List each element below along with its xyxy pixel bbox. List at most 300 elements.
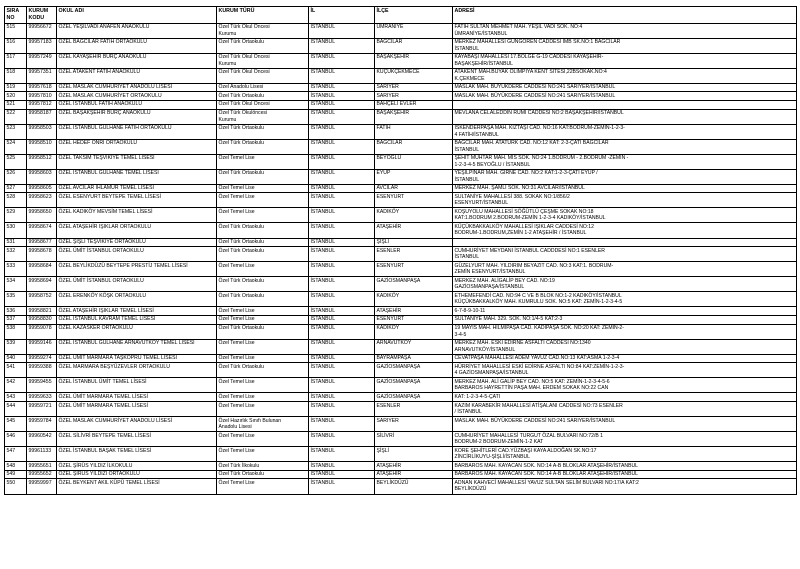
column-header-il: İL bbox=[309, 7, 375, 24]
cell-okul-adi: ÖZEL BAŞAKŞEHİR BURÇ ANAOKULU bbox=[57, 109, 217, 124]
cell-il: İSTANBUL bbox=[309, 479, 375, 494]
cell-kurum-turu bbox=[217, 315, 309, 324]
cell-il: İSTANBUL bbox=[309, 38, 375, 53]
cell-adresi bbox=[453, 169, 797, 184]
cell-il: İSTANBUL bbox=[309, 339, 375, 354]
adres-line2: İSTANBUL bbox=[454, 45, 480, 52]
cell-sira-no: 535 bbox=[5, 292, 27, 307]
adres-line1: MEVLANA CELALEDDİN RUMİ CADDESİ NO:2 BAŞAKŞEHİR/İSTANBUL bbox=[454, 110, 624, 117]
cell-okul-adi: ÖZEL MASLAK CUMHURİYET ANADOLU LİSESİ bbox=[57, 417, 217, 432]
column-header-ilce: İLÇE bbox=[375, 7, 453, 24]
cell-ilce: BEYLİKDÜZÜ bbox=[375, 479, 453, 494]
adres-line1: FATİH SULTAN MEHMET MAH. YEŞİL VADİ SOK. NO:4 bbox=[454, 24, 583, 30]
header-sira-line2: NO bbox=[6, 14, 15, 21]
cell-adresi bbox=[453, 109, 797, 124]
cell-okul-adi: ÖZEL ÜMİT İSTANBUL ORTAOKULU bbox=[57, 247, 217, 262]
cell-okul-adi: ÖZEL ERENKÖY KÖŞK ORTAOKULU bbox=[57, 292, 217, 307]
cell-ilce: GAZİOSMANPAŞA bbox=[375, 363, 453, 378]
adres-line1: İSKENDERPAŞA MAH. KIZTAŞI CAD. NO:16 KAT:BODRUM-ZEMİN-1-2-3- bbox=[454, 125, 625, 132]
kurum-turu-line1: Özel Temel Lise bbox=[218, 393, 255, 400]
cell-il: İSTANBUL bbox=[309, 393, 375, 402]
cell-il: İSTANBUL bbox=[309, 315, 375, 324]
kurum-turu-line1: Özel Türk Okul Öncesi bbox=[218, 69, 270, 76]
cell-adresi bbox=[453, 92, 797, 101]
cell-kurum-turu bbox=[217, 277, 309, 292]
cell-okul-adi: ÖZEL MASLAK CUMHURİYET ANADOLU LİSESİ bbox=[57, 83, 217, 92]
cell-il: İSTANBUL bbox=[309, 139, 375, 154]
cell-kurum-kodu: 99958678 bbox=[27, 247, 57, 262]
table-row bbox=[5, 223, 797, 238]
adres-line2: 4 GAZİOSMANPAŞA/İSTANBUL bbox=[454, 370, 529, 377]
cell-kurum-turu bbox=[217, 402, 309, 417]
table-row bbox=[5, 354, 797, 363]
adres-line1: MERKEZ MAH. ALİGALİP BEY CAD. NO:19 bbox=[454, 277, 555, 284]
cell-ilce: GAZİOSMANPAŞA bbox=[375, 378, 453, 393]
table-row bbox=[5, 479, 797, 494]
cell-adresi bbox=[453, 139, 797, 154]
adres-line1: KÜÇÜKBAKKALKÖY MAHALLESİ IŞIKLAR CADDESİ NO:12 bbox=[454, 223, 594, 230]
kurum-turu-line2: Kurumu bbox=[218, 60, 237, 67]
adres-line1: YEŞİLPINAR MAH. GİRNE CAD. NO:2 KAT:1-2-3-ÇATI EYÜP / bbox=[454, 170, 598, 177]
cell-kurum-kodu: 99957810 bbox=[27, 92, 57, 101]
adres-line1: BARBAROS MAH. KAYACAN SOK. NO:14 A-B BLOKLAR ATAŞEHİR/İSTANBUL bbox=[454, 462, 639, 469]
cell-adresi bbox=[453, 223, 797, 238]
kurum-turu-line1: Özel Türk İlkokulu bbox=[218, 462, 260, 469]
cell-kurum-turu bbox=[217, 354, 309, 363]
cell-adresi bbox=[453, 208, 797, 223]
adres-line1: CUMHURİYET MAHALLESİ TURGUT ÖZAL BULVARI NO:72/B 1 bbox=[454, 432, 604, 439]
cell-okul-adi: ÖZEL AVCILAR İHLAMUR TEMEL LİSESİ bbox=[57, 184, 217, 193]
cell-kurum-turu bbox=[217, 292, 309, 307]
cell-sira-no: 546 bbox=[5, 432, 27, 447]
cell-kurum-kodu: 99959274 bbox=[27, 354, 57, 363]
cell-kurum-kodu: 99957249 bbox=[27, 53, 57, 68]
cell-sira-no: 519 bbox=[5, 83, 27, 92]
column-header-kurum-turu: KURUM TÜRÜ bbox=[217, 7, 309, 24]
cell-sira-no: 526 bbox=[5, 169, 27, 184]
table-header bbox=[5, 7, 797, 24]
cell-ilce: KÜÇÜKÇEKMECE bbox=[375, 68, 453, 83]
kurum-turu-line1: Özel Temel Lise bbox=[218, 193, 255, 200]
cell-ilce: GAZİOSMANPAŞA bbox=[375, 277, 453, 292]
cell-sira-no: 524 bbox=[5, 139, 27, 154]
cell-okul-adi: ÖZEL İSTANBUL FATİH ANAOKULU bbox=[57, 100, 217, 109]
cell-il: İSTANBUL bbox=[309, 184, 375, 193]
cell-okul-adi: ÖZEL İSTANBUL BAŞAK TEMEL LİSESİ bbox=[57, 447, 217, 462]
cell-adresi bbox=[453, 262, 797, 277]
cell-adresi bbox=[453, 393, 797, 402]
cell-kurum-kodu: 99957812 bbox=[27, 100, 57, 109]
cell-il: İSTANBUL bbox=[309, 307, 375, 316]
cell-sira-no: 547 bbox=[5, 447, 27, 462]
table-row bbox=[5, 139, 797, 154]
cell-okul-adi: ÖZEL ÜMİT İSTANBUL ORTAOKULU bbox=[57, 277, 217, 292]
cell-okul-adi: ÖZEL KAZASKER ORTAOKULU bbox=[57, 324, 217, 339]
cell-kurum-turu bbox=[217, 100, 309, 109]
cell-ilce: EYÜP bbox=[375, 169, 453, 184]
cell-okul-adi: ÖZEL ATAŞEHİR IŞIKLAR ORTAOKULU bbox=[57, 223, 217, 238]
cell-kurum-kodu: 99959633 bbox=[27, 393, 57, 402]
kurum-turu-line1: Özel Türk Ortaokulu bbox=[218, 325, 264, 332]
table-row bbox=[5, 378, 797, 393]
cell-adresi bbox=[453, 53, 797, 68]
cell-kurum-turu bbox=[217, 68, 309, 83]
adres-line1: MASLAK MAH. BÜYÜKDERE CADDESİ NO:241 SARIYER/İSTANBUL bbox=[454, 92, 616, 99]
adres-line1: CUMHURİYET MEYDANI İSTANBUL CADDDESİ NO:1 ESENLER bbox=[454, 247, 605, 254]
adres-line1: MERKEZ MAH. ŞAMLI SOK. NO:31 AVCILAR/İSTANBUL bbox=[454, 185, 585, 192]
table-row bbox=[5, 68, 797, 83]
cell-il: İSTANBUL bbox=[309, 417, 375, 432]
cell-il: İSTANBUL bbox=[309, 277, 375, 292]
cell-kurum-turu bbox=[217, 447, 309, 462]
cell-ilce: BEYOĞLU bbox=[375, 154, 453, 169]
cell-kurum-kodu: 99960542 bbox=[27, 432, 57, 447]
cell-adresi bbox=[453, 339, 797, 354]
cell-il: İSTANBUL bbox=[309, 378, 375, 393]
cell-sira-no: 525 bbox=[5, 154, 27, 169]
cell-il: İSTANBUL bbox=[309, 238, 375, 247]
cell-kurum-turu bbox=[217, 124, 309, 139]
cell-sira-no: 517 bbox=[5, 53, 27, 68]
cell-okul-adi: ÖZEL İSTANBUL GÜLHANE ARNAVUTKÖY TEMEL LİSESİ bbox=[57, 339, 217, 354]
adres-line2: 1-2-3-4-5 BEYOĞLU / İSTANBUL bbox=[454, 161, 531, 168]
cell-okul-adi: ÖZEL ŞİRÜS YILDIZ İLKOKULU bbox=[57, 462, 217, 471]
cell-kurum-kodu: 99958650 bbox=[27, 208, 57, 223]
cell-kurum-kodu: 99958512 bbox=[27, 154, 57, 169]
adres-line1: KAZIM KARABEKİR MAHALLESİ ATİŞALANI CADDESİ NO:73 ESENLER bbox=[454, 402, 623, 409]
cell-ilce: SARIYER bbox=[375, 417, 453, 432]
cell-adresi bbox=[453, 479, 797, 494]
cell-sira-no: 542 bbox=[5, 378, 27, 393]
cell-kurum-kodu: 99959721 bbox=[27, 402, 57, 417]
kurum-turu-line1: Özel Türk Okul Öncesi bbox=[218, 54, 270, 61]
column-header-kurum-kodu bbox=[27, 7, 57, 24]
adres-line2: GAZİOSMANPAŞA/İSTANBUL bbox=[454, 284, 525, 291]
cell-ilce: ATAŞEHİR bbox=[375, 462, 453, 471]
adres-line1: KAYABAŞI MAHALLESİ 17.BÖLGE G-19 CADDESİ KAYAŞEHİR- bbox=[454, 54, 604, 61]
cell-adresi bbox=[453, 277, 797, 292]
cell-adresi bbox=[453, 154, 797, 169]
header-kurum-line1: KURUM bbox=[28, 8, 49, 14]
cell-kurum-turu bbox=[217, 378, 309, 393]
kurum-turu-line1: Özel Türk Ortaokulu bbox=[218, 92, 264, 99]
cell-il: İSTANBUL bbox=[309, 470, 375, 479]
adres-line2: BARBAROS HAYRETTİN PAŞA MAH. ERDEM SOKAK NO:22 CAN bbox=[454, 385, 609, 392]
table-row bbox=[5, 462, 797, 471]
cell-sira-no: 532 bbox=[5, 247, 27, 262]
kurum-turu-line1: Özel Temel Lise bbox=[218, 262, 255, 269]
cell-okul-adi: ÖZEL HEDEF ÖNRİ ORTAOKULU bbox=[57, 139, 217, 154]
cell-sira-no: 516 bbox=[5, 38, 27, 53]
cell-ilce: ESENYURT bbox=[375, 315, 453, 324]
cell-okul-adi: ÖZEL ŞİŞLİ TEŞVİKİYE ORTAOKULU bbox=[57, 238, 217, 247]
cell-sira-no: 520 bbox=[5, 92, 27, 101]
cell-il: İSTANBUL bbox=[309, 92, 375, 101]
cell-adresi bbox=[453, 354, 797, 363]
cell-ilce: BAĞCILAR bbox=[375, 139, 453, 154]
kurum-turu-line1: Özel Türk Okul Öncesi bbox=[218, 24, 270, 30]
cell-adresi bbox=[453, 184, 797, 193]
kurum-turu-line1: Özel Türk Okul Öncesi bbox=[218, 101, 270, 108]
cell-kurum-kodu: 99956672 bbox=[27, 23, 57, 38]
adres-line2: BEYLİKDÜZÜ bbox=[454, 486, 487, 493]
kurum-turu-line1: Özel Temel Lise bbox=[218, 479, 255, 486]
cell-sira-no: 530 bbox=[5, 223, 27, 238]
cell-kurum-kodu: 99961133 bbox=[27, 447, 57, 462]
cell-okul-adi: ÖZEL BAĞCILAR FATİH ORTAOKULU bbox=[57, 38, 217, 53]
cell-okul-adi: ÖZEL YEŞİLVADİ ANAFEN ANAOKULU bbox=[57, 23, 217, 38]
table-row bbox=[5, 393, 797, 402]
cell-kurum-turu bbox=[217, 23, 309, 38]
table-row bbox=[5, 92, 797, 101]
cell-adresi bbox=[453, 432, 797, 447]
kurum-turu-line1: Özel Temel Lise bbox=[218, 307, 255, 314]
cell-kurum-turu bbox=[217, 479, 309, 494]
kurum-turu-line2: Kurumu bbox=[218, 30, 237, 37]
table-row bbox=[5, 169, 797, 184]
cell-kurum-turu bbox=[217, 38, 309, 53]
cell-kurum-kodu: 99959784 bbox=[27, 417, 57, 432]
cell-ilce: BAYRAMPAŞA bbox=[375, 354, 453, 363]
kurum-turu-line1: Özel Anadolu Lisesi bbox=[218, 84, 264, 91]
cell-il: İSTANBUL bbox=[309, 169, 375, 184]
table-row bbox=[5, 208, 797, 223]
kurum-turu-line1: Özel Türk Ortaokulu bbox=[218, 170, 264, 177]
cell-adresi bbox=[453, 292, 797, 307]
cell-kurum-kodu: 99958677 bbox=[27, 238, 57, 247]
cell-ilce: ŞİŞLİ bbox=[375, 447, 453, 462]
cell-okul-adi: ÖZEL SİLİVRİ BEYTEPE TEMEL LİSESİ bbox=[57, 432, 217, 447]
cell-kurum-turu bbox=[217, 262, 309, 277]
cell-kurum-turu bbox=[217, 432, 309, 447]
cell-sira-no: 537 bbox=[5, 315, 27, 324]
header-kurum-line2: KODU bbox=[28, 14, 45, 21]
cell-ilce: ÜMRANİYE bbox=[375, 23, 453, 38]
table-row bbox=[5, 154, 797, 169]
kurum-turu-line1: Özel Hazırlık Sınıfı Bulunan bbox=[218, 417, 282, 424]
cell-okul-adi: ÖZEL İSTANBUL GÜLHANE FATİH ORTAOKULU bbox=[57, 124, 217, 139]
cell-sira-no: 541 bbox=[5, 363, 27, 378]
adres-line1: ADNAN KAHVECİ MAHALLESİ YAVUZ SULTAN SELİM BULVARI NO:17/A KAT:2 bbox=[454, 479, 639, 486]
cell-ilce: KADIKÖY bbox=[375, 324, 453, 339]
table-row bbox=[5, 184, 797, 193]
adres-line1: MERKEZ MAH. ESKİ EDİRNE ASFALTI CADDESİ NO:1340 bbox=[454, 340, 591, 347]
cell-adresi bbox=[453, 124, 797, 139]
kurum-turu-line1: Özel Türk Ortaokulu bbox=[218, 125, 264, 132]
kurum-turu-line1: Özel Temel Lise bbox=[218, 340, 255, 347]
cell-kurum-kodu: 99958623 bbox=[27, 193, 57, 208]
adres-line1: KORE ŞEHİTLERİ CAD.YÜZBAŞI KAYA ALDOĞAN SK.NO:17 bbox=[454, 447, 597, 454]
cell-okul-adi: ÖZEL ŞİRÜS YILDIZI ORTAOKULU bbox=[57, 470, 217, 479]
kurum-turu-line1: Özel Temel Lise bbox=[218, 316, 255, 323]
kurum-turu-line1: Özel Türk Ortaokulu bbox=[218, 39, 264, 46]
cell-il: İSTANBUL bbox=[309, 154, 375, 169]
cell-kurum-kodu: 99958694 bbox=[27, 277, 57, 292]
adres-line1: HÜRRİYET MAHALLESİ ESKİ EDİRNE ASFALTI NO:84 KAT:ZEMİN-1-2-3- bbox=[454, 363, 625, 370]
cell-sira-no: 534 bbox=[5, 277, 27, 292]
table-row bbox=[5, 470, 797, 479]
cell-kurum-turu bbox=[217, 109, 309, 124]
cell-ilce: ESENYURT bbox=[375, 262, 453, 277]
cell-kurum-turu bbox=[217, 417, 309, 432]
cell-il: İSTANBUL bbox=[309, 247, 375, 262]
school-list-table bbox=[4, 6, 797, 495]
table-body bbox=[5, 23, 797, 494]
kurum-turu-line1: Özel Temel Lise bbox=[218, 378, 255, 385]
cell-adresi bbox=[453, 324, 797, 339]
table-row bbox=[5, 402, 797, 417]
cell-okul-adi: ÖZEL İSTANBUL KAVRAM TEMEL LİSESİ bbox=[57, 315, 217, 324]
cell-sira-no: 521 bbox=[5, 100, 27, 109]
cell-okul-adi: ÖZEL İSTANBUL GÜLHANE TEMEL LİSESİ bbox=[57, 169, 217, 184]
cell-kurum-kodu: 99958603 bbox=[27, 169, 57, 184]
cell-kurum-turu bbox=[217, 462, 309, 471]
cell-ilce: ATAŞEHİR bbox=[375, 223, 453, 238]
cell-il: İSTANBUL bbox=[309, 193, 375, 208]
cell-kurum-kodu: 99959078 bbox=[27, 324, 57, 339]
cell-kurum-turu bbox=[217, 193, 309, 208]
cell-kurum-turu bbox=[217, 393, 309, 402]
adres-line2: İSTANBUL bbox=[454, 176, 480, 183]
adres-line2: ARNAVUTKÖY/İSTANBUL bbox=[454, 346, 516, 353]
cell-adresi bbox=[453, 83, 797, 92]
table-row bbox=[5, 324, 797, 339]
table-row bbox=[5, 109, 797, 124]
cell-okul-adi: ÖZEL KADIKÖY MEVSİM TEMEL LİSESİ bbox=[57, 208, 217, 223]
cell-sira-no: 540 bbox=[5, 354, 27, 363]
adres-line2: ESENYURT/İSTANBUL bbox=[454, 200, 509, 207]
cell-kurum-kodu: 99959388 bbox=[27, 363, 57, 378]
column-header-sira-no bbox=[5, 7, 27, 24]
cell-il: İSTANBUL bbox=[309, 447, 375, 462]
cell-adresi bbox=[453, 378, 797, 393]
cell-kurum-turu bbox=[217, 223, 309, 238]
cell-il: İSTANBUL bbox=[309, 223, 375, 238]
cell-sira-no: 531 bbox=[5, 238, 27, 247]
table-row bbox=[5, 124, 797, 139]
cell-kurum-turu bbox=[217, 139, 309, 154]
cell-okul-adi: ÖZEL BEYKENT AKIL KÜPÜ TEMEL LİSESİ bbox=[57, 479, 217, 494]
cell-adresi bbox=[453, 470, 797, 479]
cell-sira-no: 539 bbox=[5, 339, 27, 354]
kurum-turu-line1: Özel Türk Ortaokulu bbox=[218, 471, 264, 478]
cell-kurum-turu bbox=[217, 324, 309, 339]
cell-ilce: KADIKÖY bbox=[375, 292, 453, 307]
cell-kurum-turu bbox=[217, 92, 309, 101]
cell-kurum-turu bbox=[217, 208, 309, 223]
cell-il: İSTANBUL bbox=[309, 23, 375, 38]
kurum-turu-line1: Özel Türk Ortaokulu bbox=[218, 363, 264, 370]
table-row bbox=[5, 307, 797, 316]
header-row bbox=[5, 7, 797, 24]
header-sira-line1: SIRA bbox=[6, 8, 20, 14]
cell-sira-no: 527 bbox=[5, 184, 27, 193]
cell-kurum-kodu: 99958752 bbox=[27, 292, 57, 307]
cell-sira-no: 549 bbox=[5, 470, 27, 479]
cell-kurum-turu bbox=[217, 470, 309, 479]
cell-sira-no: 536 bbox=[5, 307, 27, 316]
adres-line2: K.ÇEKMECE bbox=[454, 75, 485, 82]
cell-kurum-kodu: 99958830 bbox=[27, 315, 57, 324]
cell-ilce: KADIKÖY bbox=[375, 208, 453, 223]
cell-ilce: ŞİŞLİ bbox=[375, 238, 453, 247]
kurum-turu-line1: Özel Türk Okulöncesi bbox=[218, 110, 268, 117]
cell-ilce: SARIYER bbox=[375, 92, 453, 101]
cell-ilce: BAĞCILAR bbox=[375, 38, 453, 53]
cell-okul-adi: ÖZEL MARMARA BEŞYÜZEVLER ORTAOKULU bbox=[57, 363, 217, 378]
cell-sira-no: 533 bbox=[5, 262, 27, 277]
cell-okul-adi: ÖZEL TAKSİM TEŞVİKİYE TEMEL LİSESİ bbox=[57, 154, 217, 169]
cell-ilce: BAHÇELİ EVLER bbox=[375, 100, 453, 109]
cell-kurum-turu bbox=[217, 247, 309, 262]
cell-adresi bbox=[453, 315, 797, 324]
cell-adresi bbox=[453, 462, 797, 471]
cell-il: İSTANBUL bbox=[309, 363, 375, 378]
cell-okul-adi: ÖZEL ÜMİT MARMARA TEMEL LİSESİ bbox=[57, 393, 217, 402]
kurum-turu-line2: Anadolu Lisesi bbox=[218, 424, 252, 431]
cell-ilce: ESENLER bbox=[375, 247, 453, 262]
cell-sira-no: 543 bbox=[5, 393, 27, 402]
cell-kurum-turu bbox=[217, 238, 309, 247]
cell-kurum-kodu: 99955651 bbox=[27, 462, 57, 471]
table-row bbox=[5, 100, 797, 109]
cell-il: İSTANBUL bbox=[309, 262, 375, 277]
column-header-adresi: ADRESİ bbox=[453, 7, 797, 24]
adres-line1: KOŞUYOLU MAHALLESİ SÖĞÜTLÜ ÇEŞME SOKAK NO:18 bbox=[454, 208, 594, 215]
cell-kurum-kodu: 99958605 bbox=[27, 184, 57, 193]
kurum-turu-line1: Özel Türk Ortaokulu bbox=[218, 247, 264, 254]
adres-line2: İSTANBUL bbox=[454, 146, 480, 153]
adres-line2: / İSTANBUL bbox=[454, 409, 482, 416]
cell-ilce: BAŞAKŞEHİR bbox=[375, 53, 453, 68]
cell-il: İSTANBUL bbox=[309, 53, 375, 68]
table-row bbox=[5, 432, 797, 447]
adres-line1: GÜZELYURT MAH. YILDIRIM BEYAZIT CAD. NO:3 KAT:1. BODRUM- bbox=[454, 262, 614, 269]
cell-kurum-turu bbox=[217, 363, 309, 378]
column-header-okul-adi: OKUL ADI bbox=[57, 7, 217, 24]
cell-okul-adi: ÖZEL BEYLİKDÜZÜ BEYTEPE PRESTİJ TEMEL LİSESİ bbox=[57, 262, 217, 277]
cell-okul-adi: ÖZEL ATAŞEHİR IŞIKLAR TEMEL LİSESİ bbox=[57, 307, 217, 316]
cell-ilce: ATAŞEHİR bbox=[375, 470, 453, 479]
cell-sira-no: 529 bbox=[5, 208, 27, 223]
table-row bbox=[5, 339, 797, 354]
cell-sira-no: 518 bbox=[5, 68, 27, 83]
kurum-turu-line1: Özel Türk Ortaokulu bbox=[218, 140, 264, 147]
kurum-turu-line1: Özel Temel Lise bbox=[218, 447, 255, 454]
kurum-turu-line1: Özel Türk Ortaokulu bbox=[218, 223, 264, 230]
kurum-turu-line2: Kurumu bbox=[218, 116, 237, 123]
cell-adresi bbox=[453, 23, 797, 38]
cell-adresi bbox=[453, 238, 797, 247]
adres-line2: ZEMİN ESENYURT/İSTANBUL bbox=[454, 269, 526, 276]
cell-ilce: FATİH bbox=[375, 124, 453, 139]
table-row bbox=[5, 277, 797, 292]
adres-line1: ETHEMEFENDİ CAD. NO:94 C VE B BLOK NO:1-2 KADIKÖY/İSTANBUL bbox=[454, 292, 622, 299]
cell-il: İSTANBUL bbox=[309, 83, 375, 92]
table-row bbox=[5, 315, 797, 324]
table-row bbox=[5, 292, 797, 307]
cell-okul-adi: ÖZEL ESENYURT BEYTEPE TEMEL LİSESİ bbox=[57, 193, 217, 208]
adres-line1: BARBAROS MAH. KAYACAN SOK. NO:14 A-B BLOKLAR ATAŞEHİR/İSTANBUL bbox=[454, 471, 639, 478]
adres-line2: ÜMRANİYE/İSTANBUL bbox=[454, 30, 508, 37]
adres-line2: 4 FATİH/İSTANBUL bbox=[454, 131, 499, 138]
table-row bbox=[5, 53, 797, 68]
cell-adresi bbox=[453, 402, 797, 417]
cell-il: İSTANBUL bbox=[309, 109, 375, 124]
cell-okul-adi: ÖZEL ÜMİT MARMARA TAŞKÖPRÜ TEMEL LİSESİ bbox=[57, 354, 217, 363]
cell-sira-no: 528 bbox=[5, 193, 27, 208]
cell-adresi bbox=[453, 193, 797, 208]
